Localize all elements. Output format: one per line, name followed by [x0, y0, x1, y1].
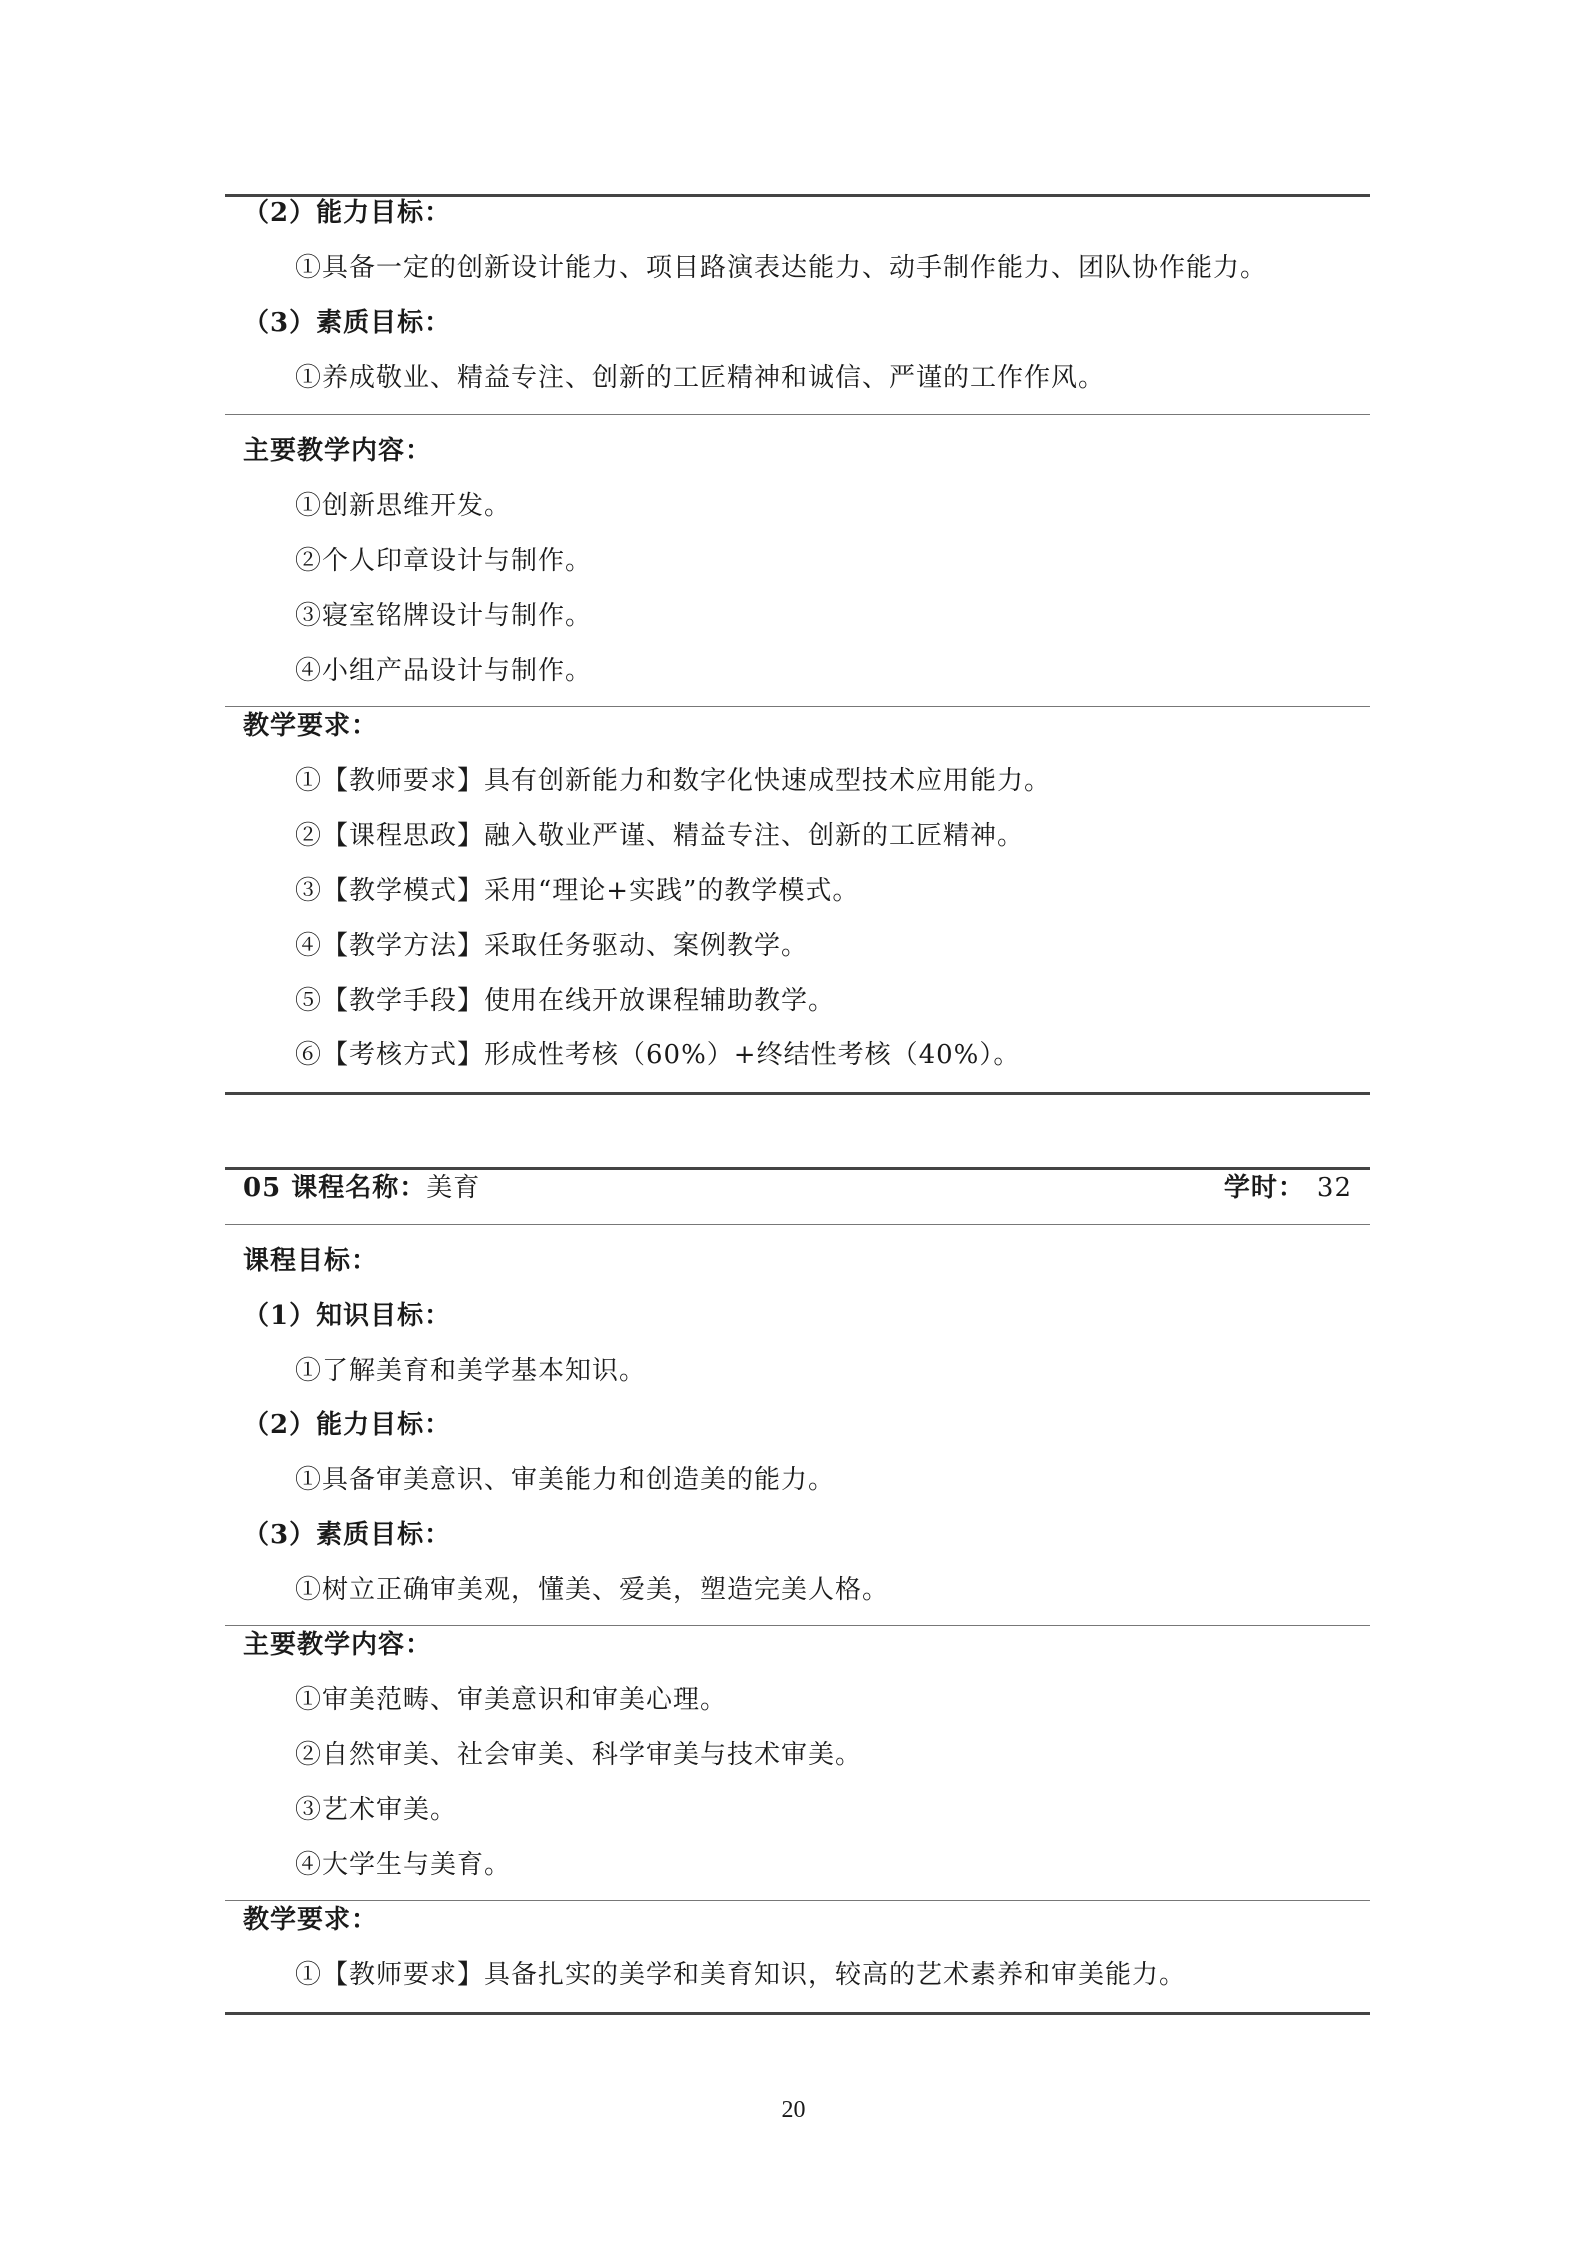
table-bottom-border — [225, 1092, 1370, 1095]
content-item: ④大学生与美育。 — [295, 1850, 512, 1880]
quality-item: ①养成敬业、精益专注、创新的工匠精神和诚信、严谨的工作作风。 — [295, 363, 1106, 393]
requirement-item: ⑤【教学手段】使用在线开放课程辅助教学。 — [295, 986, 836, 1016]
content-item: ①创新思维开发。 — [295, 491, 512, 521]
main-content-heading: 主要教学内容： — [243, 1630, 433, 1660]
ability-objectives-heading: （2）能力目标： — [243, 1410, 452, 1440]
content-item: ①审美范畴、审美意识和审美心理。 — [295, 1685, 728, 1715]
course-objectives-heading: 课程目标： — [243, 1246, 379, 1276]
main-content-heading: 主要教学内容： — [243, 436, 433, 466]
course-title-row — [243, 1170, 480, 1206]
content-item: ④小组产品设计与制作。 — [295, 656, 593, 686]
teaching-requirements-heading: 教学要求： — [243, 711, 379, 741]
section-divider — [225, 1625, 1370, 1626]
course-title-label: 05 课程名称： — [243, 1173, 427, 1203]
content-item: ②自然审美、社会审美、科学审美与技术审美。 — [295, 1740, 863, 1770]
requirement-item: ③【教学模式】采用“理论+实践”的教学模式。 — [295, 876, 860, 906]
quality-objectives-heading: （3）素质目标： — [243, 308, 452, 338]
quality-objectives-heading: （3）素质目标： — [243, 1520, 452, 1550]
course-hours-label: 学时： — [1223, 1173, 1305, 1203]
knowledge-item: ①了解美育和美学基本知识。 — [295, 1356, 647, 1386]
section-divider — [225, 706, 1370, 707]
section-divider — [225, 414, 1370, 415]
content-item: ②个人印章设计与制作。 — [295, 546, 593, 576]
requirement-item: ②【课程思政】融入敬业严谨、精益专注、创新的工匠精神。 — [295, 821, 1025, 851]
page-number: 20 — [781, 2097, 806, 2123]
teaching-requirements-heading: 教学要求： — [243, 1905, 379, 1935]
content-item: ③艺术审美。 — [295, 1795, 458, 1825]
requirement-item: ⑥【考核方式】形成性考核（60%）+终结性考核（40%）。 — [295, 1040, 1021, 1070]
ability-objectives-heading: （2）能力目标： — [243, 198, 452, 228]
requirement-item: ①【教师要求】具有创新能力和数字化快速成型技术应用能力。 — [295, 766, 1052, 796]
requirement-item: ①【教师要求】具备扎实的美学和美育知识，较高的艺术素养和审美能力。 — [295, 1960, 1187, 1990]
section-divider — [225, 1224, 1370, 1225]
content-item: ③寝室铭牌设计与制作。 — [295, 601, 593, 631]
course-hours-row — [1224, 1170, 1352, 1206]
course-title-value: 美育 — [426, 1173, 481, 1203]
table-bottom-border — [225, 2012, 1370, 2015]
course-hours-value: 32 — [1316, 1173, 1352, 1203]
knowledge-objectives-heading: （1）知识目标： — [243, 1301, 452, 1331]
quality-item: ①树立正确审美观，懂美、爱美，塑造完美人格。 — [295, 1575, 890, 1605]
ability-item: ①具备审美意识、审美能力和创造美的能力。 — [295, 1465, 836, 1495]
requirement-item: ④【教学方法】采取任务驱动、案例教学。 — [295, 931, 809, 961]
section-divider — [225, 1900, 1370, 1901]
ability-item: ①具备一定的创新设计能力、项目路演表达能力、动手制作能力、团队协作能力。 — [295, 253, 1268, 283]
